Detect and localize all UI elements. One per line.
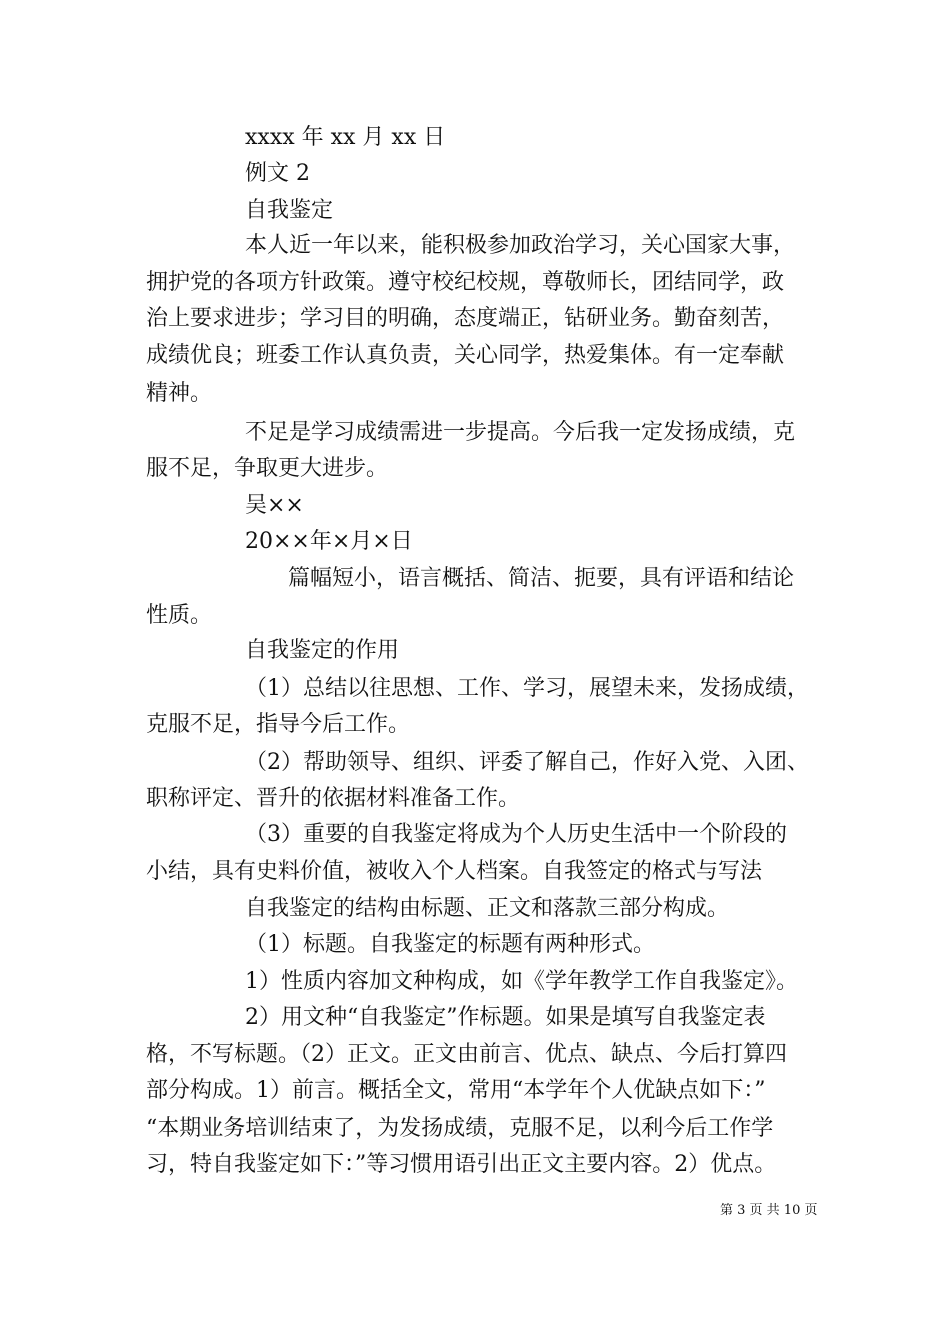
body-line: 职称评定、晋升的依据材料准备工作。 [146,786,521,811]
page-number: 第 3 页 共 10 页 [720,1203,818,1218]
list-item: （2）帮助领导、组织、评委了解自己，作好入党、入团、 [245,750,809,775]
body-line: 部分构成。1）前言。概括全文，常用“本学年个人优缺点如下：” [146,1078,766,1103]
body-line: 治上要求进步；学习目的明确，态度端正，钻研业务。勤奋刻苦， [146,306,785,331]
date-line: xxxx 年 xx 月 xx 日 [245,125,446,150]
body-line: 克服不足，指导今后工作。 [146,712,411,737]
signature-date: 20××年×月×日 [245,529,413,554]
list-item: 2）用文种“自我鉴定”作标题。如果是填写自我鉴定表 [245,1005,766,1030]
list-item: （3）重要的自我鉴定将成为个人历史生活中一个阶段的 [245,822,787,847]
list-item: 1）性质内容加文种构成，如《学年教学工作自我鉴定》。 [245,969,798,994]
body-line: 拥护党的各项方针政策。遵守校纪校规，尊敬师长，团结同学，政 [146,270,785,295]
section-title: 自我鉴定 [245,198,334,223]
example-label: 例文 2 [245,161,310,186]
body-line: 习，特自我鉴定如下：”等习惯用语引出正文主要内容。2）优点。 [146,1152,777,1177]
body-line: 自我鉴定的结构由标题、正文和落款三部分构成。 [245,896,730,921]
body-line: 篇幅短小，语言概括、简洁、扼要，具有评语和结论 [288,566,795,591]
body-line: 本人近一年以来，能积极参加政治学习，关心国家大事， [245,233,796,258]
body-line: 成绩优良；班委工作认真负责，关心同学，热爱集体。有一定奉献 [146,343,785,368]
body-line: 不足是学习成绩需进一步提高。今后我一定发扬成绩，克 [245,420,796,445]
body-line: 性质。 [146,603,213,628]
body-line: 服不足，争取更大进步。 [146,456,389,481]
list-item: （1）总结以往思想、工作、学习，展望未来，发扬成绩， [245,676,809,701]
body-line: 精神。 [146,381,213,406]
body-line: 小结，具有史料价值，被收入个人档案。自我签定的格式与写法 [146,859,763,884]
body-line: “本期业务培训结束了，为发扬成绩，克服不足，以利今后工作学 [146,1116,774,1141]
list-item: （1）标题。自我鉴定的标题有两种形式。 [245,932,655,957]
section-heading: 自我鉴定的作用 [245,638,400,663]
body-line: 格，不写标题。（2）正文。正文由前言、优点、缺点、今后打算四 [146,1042,787,1067]
signature-name: 吴×× [245,493,304,518]
